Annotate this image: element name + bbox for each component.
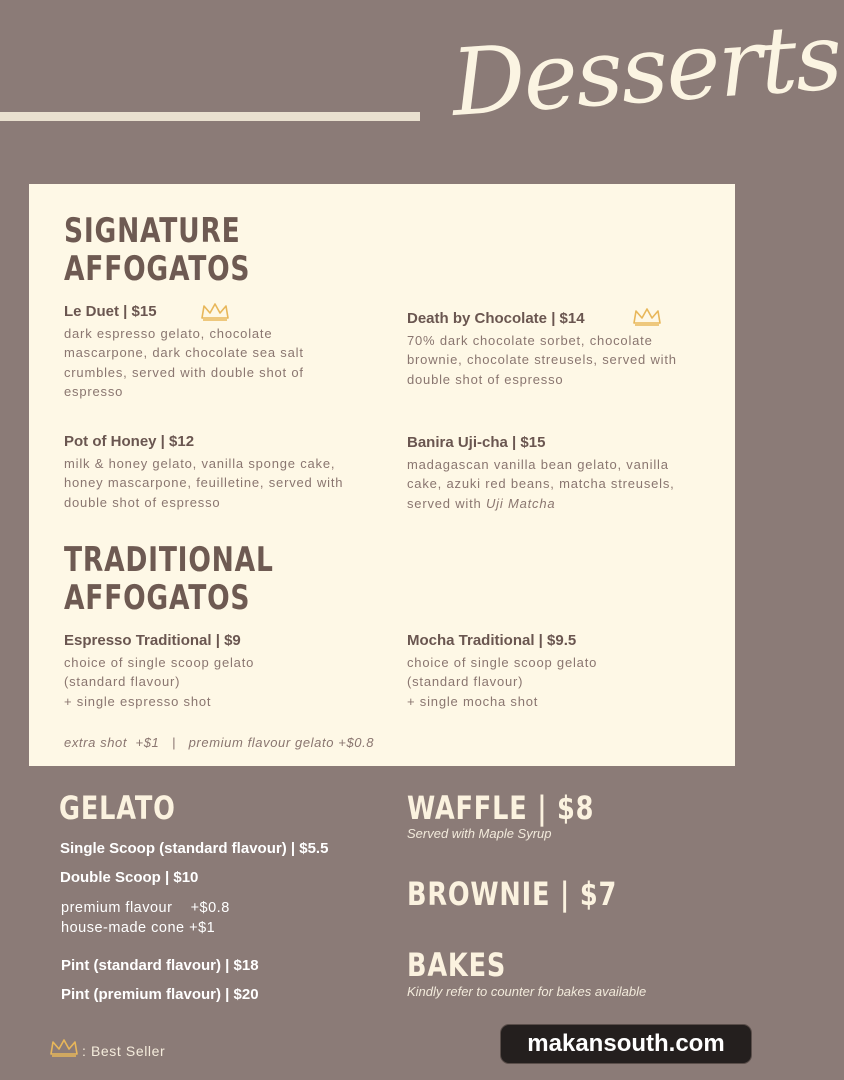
menu-item-banira-uji-cha xyxy=(407,434,697,513)
item-name: Pot of Honey | $12 xyxy=(64,433,195,450)
item-description: 70% dark chocolate sorbet, chocolate brownie, chocolate streusels, served with double shot of espresso xyxy=(407,333,677,387)
menu-item-espresso-traditional xyxy=(64,632,354,711)
item-name: Mocha Traditional | $9.5 xyxy=(407,632,577,649)
item-description-line: (standard flavour) xyxy=(64,674,181,690)
decorative-top-line xyxy=(0,112,420,121)
item-description-line: + single espresso shot xyxy=(64,693,212,709)
watermark-badge: makansouth.com xyxy=(500,1024,752,1064)
crown-icon xyxy=(200,302,230,322)
gelato-cone-addon: house-made cone +$1 xyxy=(61,920,216,936)
crown-icon xyxy=(632,307,662,327)
item-name: Death by Chocolate | $14 xyxy=(407,310,585,327)
gelato-pint-premium: Pint (premium flavour) | $20 xyxy=(61,986,259,1003)
item-description xyxy=(407,455,697,513)
item-description: milk & honey gelato, vanilla sponge cake, honey mascarpone, feuilletine, served with double shot of espresso xyxy=(64,456,344,510)
traditional-heading-line2: AFFOGATOS xyxy=(64,578,251,618)
traditional-heading-line1: TRADITIONAL xyxy=(64,540,274,580)
addons-note: extra shot +$1 | premium flavour gelato +$0.8 xyxy=(64,735,375,750)
bakes-subtitle: Kindly refer to counter for bakes available xyxy=(407,984,647,999)
item-description-text: madagascan vanilla bean gelato, vanilla cake, azuki red beans, matcha streusels, served with xyxy=(407,457,675,511)
signature-heading-line1: SIGNATURE xyxy=(64,211,241,251)
brownie-heading: BROWNIE | $7 xyxy=(407,875,618,913)
item-description-italic: Uji Matcha xyxy=(485,495,556,511)
best-seller-legend: : Best Seller xyxy=(82,1043,166,1059)
item-name: Espresso Traditional | $9 xyxy=(64,632,241,649)
item-description xyxy=(64,653,354,711)
waffle-heading: WAFFLE | $8 xyxy=(407,789,595,827)
waffle-subtitle: Served with Maple Syrup xyxy=(407,826,552,841)
gelato-heading: GELATO xyxy=(59,789,176,827)
menu-item-mocha-traditional xyxy=(407,632,697,711)
gelato-double-scoop: Double Scoop | $10 xyxy=(60,869,199,886)
bakes-heading: BAKES xyxy=(407,946,507,984)
item-description: dark espresso gelato, chocolate mascarpone, dark chocolate sea salt crumbles, served with double shot of espresso xyxy=(64,326,304,399)
signature-heading-line2: AFFOGATOS xyxy=(64,249,251,289)
menu-item-pot-of-honey xyxy=(64,433,344,512)
item-description xyxy=(407,653,697,711)
signature-heading xyxy=(64,212,250,288)
crown-icon xyxy=(49,1038,79,1058)
page-title: Desserts xyxy=(448,3,844,137)
traditional-heading xyxy=(64,541,274,617)
item-description-line: choice of single scoop gelato xyxy=(64,655,255,670)
item-name: Banira Uji-cha | $15 xyxy=(407,434,546,451)
item-description-line: (standard flavour) xyxy=(407,674,524,690)
gelato-single-scoop: Single Scoop (standard flavour) | $5.5 xyxy=(60,840,329,857)
gelato-pint-standard: Pint (standard flavour) | $18 xyxy=(61,957,259,974)
item-name: Le Duet | $15 xyxy=(64,303,157,320)
item-description-line: + single mocha shot xyxy=(407,693,539,709)
gelato-premium-addon: premium flavour +$0.8 xyxy=(61,900,230,916)
item-description-line: choice of single scoop gelato xyxy=(407,655,598,670)
